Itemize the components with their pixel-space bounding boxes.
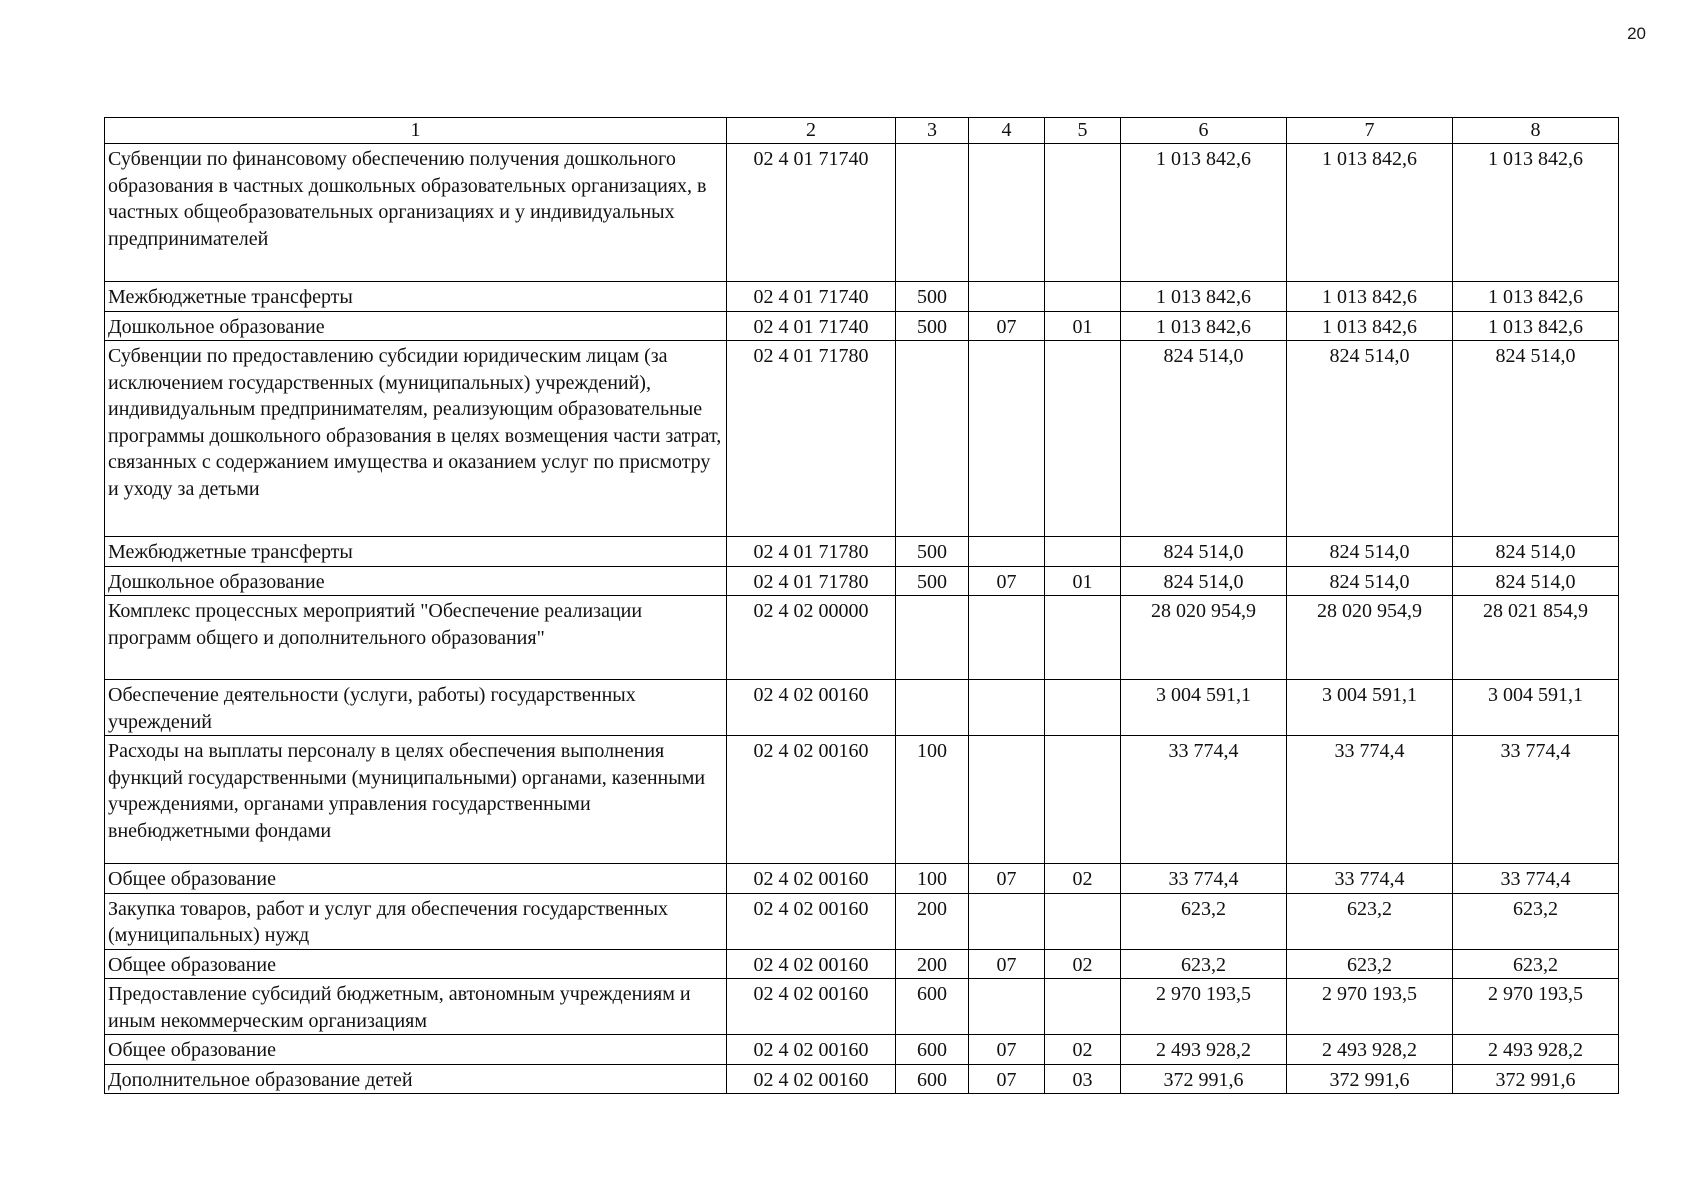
row-amount-col8: 1 013 842,6 — [1453, 282, 1619, 312]
row-name: Расходы на выплаты персоналу в целях обеспечения выполнения функций государственными (муниципальными) органами, казенными учреждениями, органами управления государственными внебюджетными фондами — [105, 736, 727, 864]
row-amount-col6: 623,2 — [1121, 893, 1287, 949]
header-cell-8: 8 — [1453, 118, 1619, 144]
table-row — [105, 537, 1619, 567]
row-target-code: 02 4 02 00160 — [727, 893, 896, 949]
row-section: 07 — [969, 1064, 1045, 1094]
row-amount-col8: 623,2 — [1453, 949, 1619, 979]
row-amount-col6: 1 013 842,6 — [1121, 311, 1287, 341]
row-amount-col7: 824 514,0 — [1287, 341, 1453, 537]
row-amount-col8: 2 970 193,5 — [1453, 979, 1619, 1035]
row-name: Субвенции по финансовому обеспечению получения дошкольного образования в частных дошкольных образовательных организациях, в частных общеобразовательных организациях и у индивидуальных предпринимателей — [105, 144, 727, 282]
row-section — [969, 736, 1045, 864]
row-target-code: 02 4 02 00000 — [727, 596, 896, 680]
table-row — [105, 341, 1619, 537]
header-cell-3: 3 — [896, 118, 969, 144]
row-amount-col7: 824 514,0 — [1287, 566, 1453, 596]
row-target-code: 02 4 02 00160 — [727, 864, 896, 894]
row-expense-type — [896, 596, 969, 680]
row-amount-col7: 824 514,0 — [1287, 537, 1453, 567]
row-target-code: 02 4 02 00160 — [727, 1035, 896, 1065]
row-target-code: 02 4 01 71740 — [727, 311, 896, 341]
row-name: Предоставление субсидий бюджетным, автономным учреждениям и иным некоммерческим организациям — [105, 979, 727, 1035]
row-expense-type: 600 — [896, 979, 969, 1035]
row-target-code: 02 4 01 71780 — [727, 566, 896, 596]
row-section: 07 — [969, 311, 1045, 341]
budget-table — [104, 117, 1619, 1094]
row-subsection — [1045, 736, 1121, 864]
row-name: Дошкольное образование — [105, 566, 727, 596]
table-row — [105, 864, 1619, 894]
header-cell-2: 2 — [727, 118, 896, 144]
row-amount-col8: 1 013 842,6 — [1453, 311, 1619, 341]
row-amount-col7: 33 774,4 — [1287, 736, 1453, 864]
row-amount-col7: 2 970 193,5 — [1287, 979, 1453, 1035]
row-subsection — [1045, 596, 1121, 680]
row-section — [969, 979, 1045, 1035]
row-subsection: 01 — [1045, 311, 1121, 341]
table-row — [105, 311, 1619, 341]
row-subsection — [1045, 144, 1121, 282]
row-amount-col6: 372 991,6 — [1121, 1064, 1287, 1094]
row-amount-col8: 33 774,4 — [1453, 736, 1619, 864]
row-section — [969, 144, 1045, 282]
row-name: Обеспечение деятельности (услуги, работы) государственных учреждений — [105, 680, 727, 736]
row-amount-col6: 824 514,0 — [1121, 537, 1287, 567]
row-amount-col7: 28 020 954,9 — [1287, 596, 1453, 680]
row-target-code: 02 4 02 00160 — [727, 680, 896, 736]
row-expense-type: 500 — [896, 537, 969, 567]
table-row — [105, 596, 1619, 680]
row-expense-type: 100 — [896, 736, 969, 864]
header-cell-5: 5 — [1045, 118, 1121, 144]
table-row — [105, 979, 1619, 1035]
row-expense-type: 500 — [896, 566, 969, 596]
table-row — [105, 144, 1619, 282]
row-section: 07 — [969, 949, 1045, 979]
row-subsection — [1045, 282, 1121, 312]
row-amount-col6: 2 970 193,5 — [1121, 979, 1287, 1035]
row-amount-col8: 824 514,0 — [1453, 341, 1619, 537]
row-subsection: 02 — [1045, 949, 1121, 979]
row-amount-col8: 33 774,4 — [1453, 864, 1619, 894]
table-row — [105, 1064, 1619, 1094]
row-name: Закупка товаров, работ и услуг для обеспечения государственных (муниципальных) нужд — [105, 893, 727, 949]
row-amount-col8: 1 013 842,6 — [1453, 144, 1619, 282]
row-expense-type: 600 — [896, 1035, 969, 1065]
row-target-code: 02 4 02 00160 — [727, 1064, 896, 1094]
row-amount-col7: 623,2 — [1287, 893, 1453, 949]
row-subsection — [1045, 680, 1121, 736]
row-name: Субвенции по предоставлению субсидии юридическим лицам (за исключением государственных (муниципальных) учреждений), индивидуальным предпринимателям, реализующим образовательные программы дошкольного образования в целях возмещения части затрат, связанных с содержанием имущества и оказанием услуг по присмотру и уходу за детьми — [105, 341, 727, 537]
row-subsection: 02 — [1045, 1035, 1121, 1065]
row-name: Дополнительное образование детей — [105, 1064, 727, 1094]
row-expense-type: 200 — [896, 893, 969, 949]
row-amount-col8: 824 514,0 — [1453, 537, 1619, 567]
row-target-code: 02 4 02 00160 — [727, 979, 896, 1035]
table-row — [105, 566, 1619, 596]
row-expense-type — [896, 144, 969, 282]
table-row — [105, 949, 1619, 979]
table-row — [105, 282, 1619, 312]
row-expense-type: 200 — [896, 949, 969, 979]
header-row — [105, 118, 1619, 144]
row-amount-col6: 623,2 — [1121, 949, 1287, 979]
row-subsection — [1045, 893, 1121, 949]
row-amount-col8: 3 004 591,1 — [1453, 680, 1619, 736]
row-amount-col7: 1 013 842,6 — [1287, 282, 1453, 312]
row-amount-col6: 824 514,0 — [1121, 566, 1287, 596]
row-amount-col6: 33 774,4 — [1121, 736, 1287, 864]
row-section — [969, 680, 1045, 736]
row-amount-col6: 1 013 842,6 — [1121, 282, 1287, 312]
row-amount-col7: 2 493 928,2 — [1287, 1035, 1453, 1065]
row-section — [969, 537, 1045, 567]
row-expense-type — [896, 341, 969, 537]
header-cell-1: 1 — [105, 118, 727, 144]
row-name: Общее образование — [105, 1035, 727, 1065]
row-amount-col7: 1 013 842,6 — [1287, 311, 1453, 341]
row-section: 07 — [969, 864, 1045, 894]
row-name: Межбюджетные трансферты — [105, 282, 727, 312]
row-section — [969, 341, 1045, 537]
row-section — [969, 893, 1045, 949]
row-amount-col8: 623,2 — [1453, 893, 1619, 949]
row-amount-col7: 623,2 — [1287, 949, 1453, 979]
row-name: Дошкольное образование — [105, 311, 727, 341]
row-target-code: 02 4 01 71740 — [727, 144, 896, 282]
row-target-code: 02 4 02 00160 — [727, 736, 896, 864]
row-amount-col8: 2 493 928,2 — [1453, 1035, 1619, 1065]
row-section: 07 — [969, 1035, 1045, 1065]
table-row — [105, 1035, 1619, 1065]
row-amount-col6: 1 013 842,6 — [1121, 144, 1287, 282]
page-number: 20 — [1627, 24, 1646, 43]
header-cell-4: 4 — [969, 118, 1045, 144]
row-expense-type: 100 — [896, 864, 969, 894]
row-section — [969, 282, 1045, 312]
row-amount-col8: 28 021 854,9 — [1453, 596, 1619, 680]
table-row — [105, 680, 1619, 736]
table-row — [105, 893, 1619, 949]
table-row — [105, 736, 1619, 864]
row-section — [969, 596, 1045, 680]
row-amount-col7: 3 004 591,1 — [1287, 680, 1453, 736]
header-cell-6: 6 — [1121, 118, 1287, 144]
row-target-code: 02 4 02 00160 — [727, 949, 896, 979]
row-subsection — [1045, 979, 1121, 1035]
row-name: Общее образование — [105, 949, 727, 979]
row-amount-col6: 2 493 928,2 — [1121, 1035, 1287, 1065]
row-expense-type: 500 — [896, 311, 969, 341]
row-subsection — [1045, 341, 1121, 537]
row-name: Общее образование — [105, 864, 727, 894]
header-cell-7: 7 — [1287, 118, 1453, 144]
row-subsection: 01 — [1045, 566, 1121, 596]
row-subsection — [1045, 537, 1121, 567]
row-target-code: 02 4 01 71740 — [727, 282, 896, 312]
row-name: Комплекс процессных мероприятий "Обеспечение реализации программ общего и дополнительного образования" — [105, 596, 727, 680]
row-name: Межбюджетные трансферты — [105, 537, 727, 567]
row-target-code: 02 4 01 71780 — [727, 537, 896, 567]
row-amount-col8: 824 514,0 — [1453, 566, 1619, 596]
row-amount-col6: 33 774,4 — [1121, 864, 1287, 894]
row-expense-type: 500 — [896, 282, 969, 312]
row-expense-type — [896, 680, 969, 736]
row-amount-col7: 372 991,6 — [1287, 1064, 1453, 1094]
row-section: 07 — [969, 566, 1045, 596]
row-amount-col6: 28 020 954,9 — [1121, 596, 1287, 680]
row-subsection: 02 — [1045, 864, 1121, 894]
row-target-code: 02 4 01 71780 — [727, 341, 896, 537]
row-amount-col8: 372 991,6 — [1453, 1064, 1619, 1094]
row-amount-col6: 3 004 591,1 — [1121, 680, 1287, 736]
row-amount-col6: 824 514,0 — [1121, 341, 1287, 537]
row-amount-col7: 1 013 842,6 — [1287, 144, 1453, 282]
row-expense-type: 600 — [896, 1064, 969, 1094]
row-amount-col7: 33 774,4 — [1287, 864, 1453, 894]
row-subsection: 03 — [1045, 1064, 1121, 1094]
